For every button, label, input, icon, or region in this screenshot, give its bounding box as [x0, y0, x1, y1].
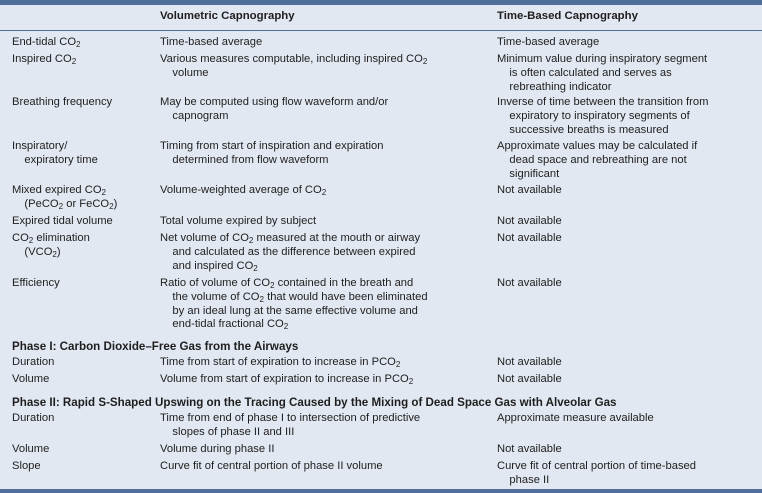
section-heading: Phase II: Rapid S-Shaped Upswing on the Tracing Caused by the Mixing of Dead Space Gas with Alveolar Gas [12, 396, 617, 409]
row-volumetric: May be computed using flow waveform and/or capnogram [160, 96, 389, 122]
header-volumetric: Volumetric Capnography [160, 10, 295, 22]
row-parameter: Mixed expired $CO_2$ (PeCO$_2$ or FeCO$_2$) [12, 184, 118, 211]
row-volumetric: Net volume of $CO_2$ measured at the mouth or airway and calculated as the difference between expired and inspired $CO_2$ [160, 232, 421, 273]
row-parameter: $CO_2$ elimination $(VCO_2)$ [12, 232, 90, 259]
row-parameter: Volume [12, 443, 50, 455]
header-time-based: Time-Based Capnography [497, 10, 638, 22]
bottom-rule [0, 489, 762, 493]
row-volumetric: Total volume expired by subject [160, 215, 317, 227]
row-time-based: Not available [497, 373, 562, 385]
row-time-based: Not available [497, 232, 562, 244]
header-rule [0, 30, 762, 31]
row-volumetric: Ratio of volume of $CO_2$ contained in the breath and the volume of $CO_2$ that would have been eliminated by an ideal lung at the same effective volume and end-tidal fractional $CO_2$ [160, 277, 428, 332]
row-time-based: Inverse of time between the transition from expiratory to inspiratory segments of successive breaths is measured [497, 96, 709, 136]
row-volumetric: Volume during phase II [160, 443, 275, 455]
row-parameter: Inspiratory/ expiratory time [12, 140, 98, 166]
row-time-based: Not available [497, 184, 562, 196]
row-time-based: Approximate measure available [497, 412, 654, 424]
section-heading: Phase I: Carbon Dioxide–Free Gas from the Airways [12, 340, 299, 353]
row-time-based: Approximate values may be calculated if dead space and rebreathing are not significant [497, 140, 698, 180]
row-volumetric: Time from start of expiration to increase in $PCO_2$ [160, 356, 401, 370]
row-parameter: Duration [12, 356, 55, 368]
row-parameter: Duration [12, 412, 55, 424]
row-parameter: Volume [12, 373, 50, 385]
row-parameter: Efficiency [12, 277, 60, 289]
row-volumetric: Volume from start of expiration to increase in $PCO_2$ [160, 373, 414, 387]
row-parameter: End-tidal $CO_2$ [12, 36, 81, 50]
row-volumetric: Time from end of phase I to intersection of predictive slopes of phase II and III [160, 412, 421, 438]
row-time-based: Not available [497, 215, 562, 227]
row-time-based: Not available [497, 277, 562, 289]
row-time-based: Curve fit of central portion of time-based phase II [497, 460, 696, 486]
top-rule [0, 0, 762, 5]
row-time-based: Not available [497, 356, 562, 368]
row-parameter: Slope [12, 460, 41, 472]
row-time-based: Not available [497, 443, 562, 455]
row-volumetric: Various measures computable, including inspired $CO_2$ volume [160, 53, 428, 79]
row-volumetric: Curve fit of central portion of phase II volume [160, 460, 383, 472]
row-parameter: Expired tidal volume [12, 215, 113, 227]
row-time-based: Time-based average [497, 36, 600, 48]
row-volumetric: Timing from start of inspiration and expiration determined from flow waveform [160, 140, 384, 166]
row-volumetric: Time-based average [160, 36, 263, 48]
row-volumetric: Volume-weighted average of $CO_2$ [160, 184, 327, 198]
row-parameter: Breathing frequency [12, 96, 113, 108]
row-parameter: Inspired $CO_2$ [12, 53, 77, 67]
row-time-based: Minimum value during inspiratory segment is often calculated and serves as rebreathing indicator [497, 53, 708, 93]
